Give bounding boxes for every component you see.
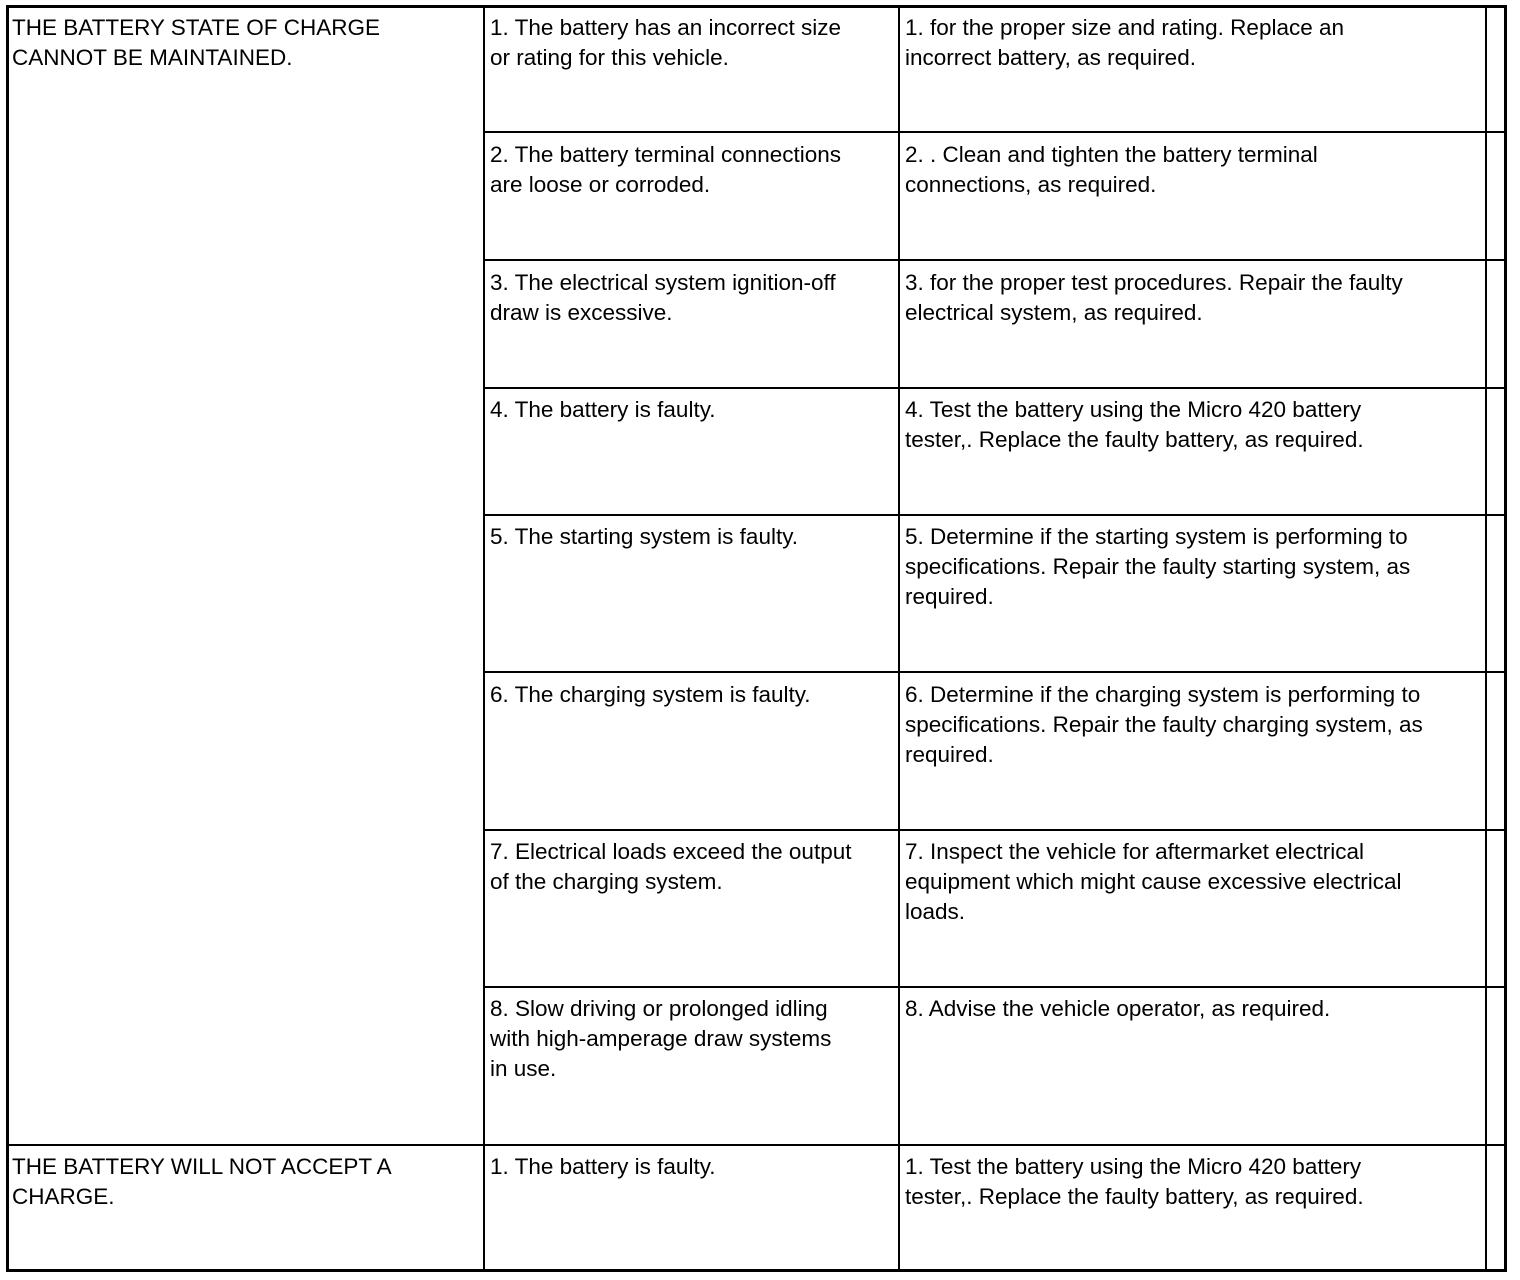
correction-cell: 2. . Clean and tighten the battery terminal connections, as required. <box>905 142 1318 197</box>
correction-cell: 4. Test the battery using the Micro 420 battery tester,. Replace the faulty battery, as required. <box>905 397 1364 452</box>
cause-cell: 7. Electrical loads exceed the output of the charging system. <box>490 839 852 894</box>
row-divider <box>483 986 1505 988</box>
column-divider <box>483 5 485 1272</box>
correction-cell: 3. for the proper test procedures. Repair the faulty electrical system, as required. <box>905 270 1403 325</box>
row-divider <box>483 259 1505 261</box>
column-divider <box>898 5 900 1272</box>
row-divider <box>483 671 1505 673</box>
cause-cell: 1. The battery is faulty. <box>490 1154 716 1179</box>
column-divider <box>1485 5 1487 1272</box>
cause-cell: 3. The electrical system ignition-off draw is excessive. <box>490 270 836 325</box>
row-divider <box>483 514 1505 516</box>
correction-cell: 6. Determine if the charging system is performing to specifications. Repair the faulty charging system, as required. <box>905 682 1423 767</box>
correction-cell: 1. Test the battery using the Micro 420 battery tester,. Replace the faulty battery, as required. <box>905 1154 1364 1209</box>
cause-cell: 6. The charging system is faulty. <box>490 682 811 707</box>
correction-cell: 1. for the proper size and rating. Replace an incorrect battery, as required. <box>905 15 1345 70</box>
row-divider <box>483 131 1505 133</box>
row-divider <box>483 387 1505 389</box>
cause-cell: 1. The battery has an incorrect size or rating for this vehicle. <box>490 15 842 70</box>
symptom-cell: THE BATTERY WILL NOT ACCEPT A CHARGE. <box>12 1154 392 1209</box>
row-divider <box>483 829 1505 831</box>
cause-cell: 5. The starting system is faulty. <box>490 524 799 549</box>
cause-cell: 4. The battery is faulty. <box>490 397 716 422</box>
correction-cell: 7. Inspect the vehicle for aftermarket electrical equipment which might cause excessive electrical loads. <box>905 839 1402 924</box>
symptom-cell: THE BATTERY STATE OF CHARGE CANNOT BE MAINTAINED. <box>12 15 380 70</box>
correction-cell: 8. Advise the vehicle operator, as required. <box>905 996 1331 1021</box>
correction-cell: 5. Determine if the starting system is performing to specifications. Repair the faulty starting system, as required. <box>905 524 1411 609</box>
group-divider <box>6 1144 1505 1146</box>
cause-cell: 8. Slow driving or prolonged idling with high-amperage draw systems in use. <box>490 996 832 1081</box>
cause-cell: 2. The battery terminal connections are loose or corroded. <box>490 142 842 197</box>
